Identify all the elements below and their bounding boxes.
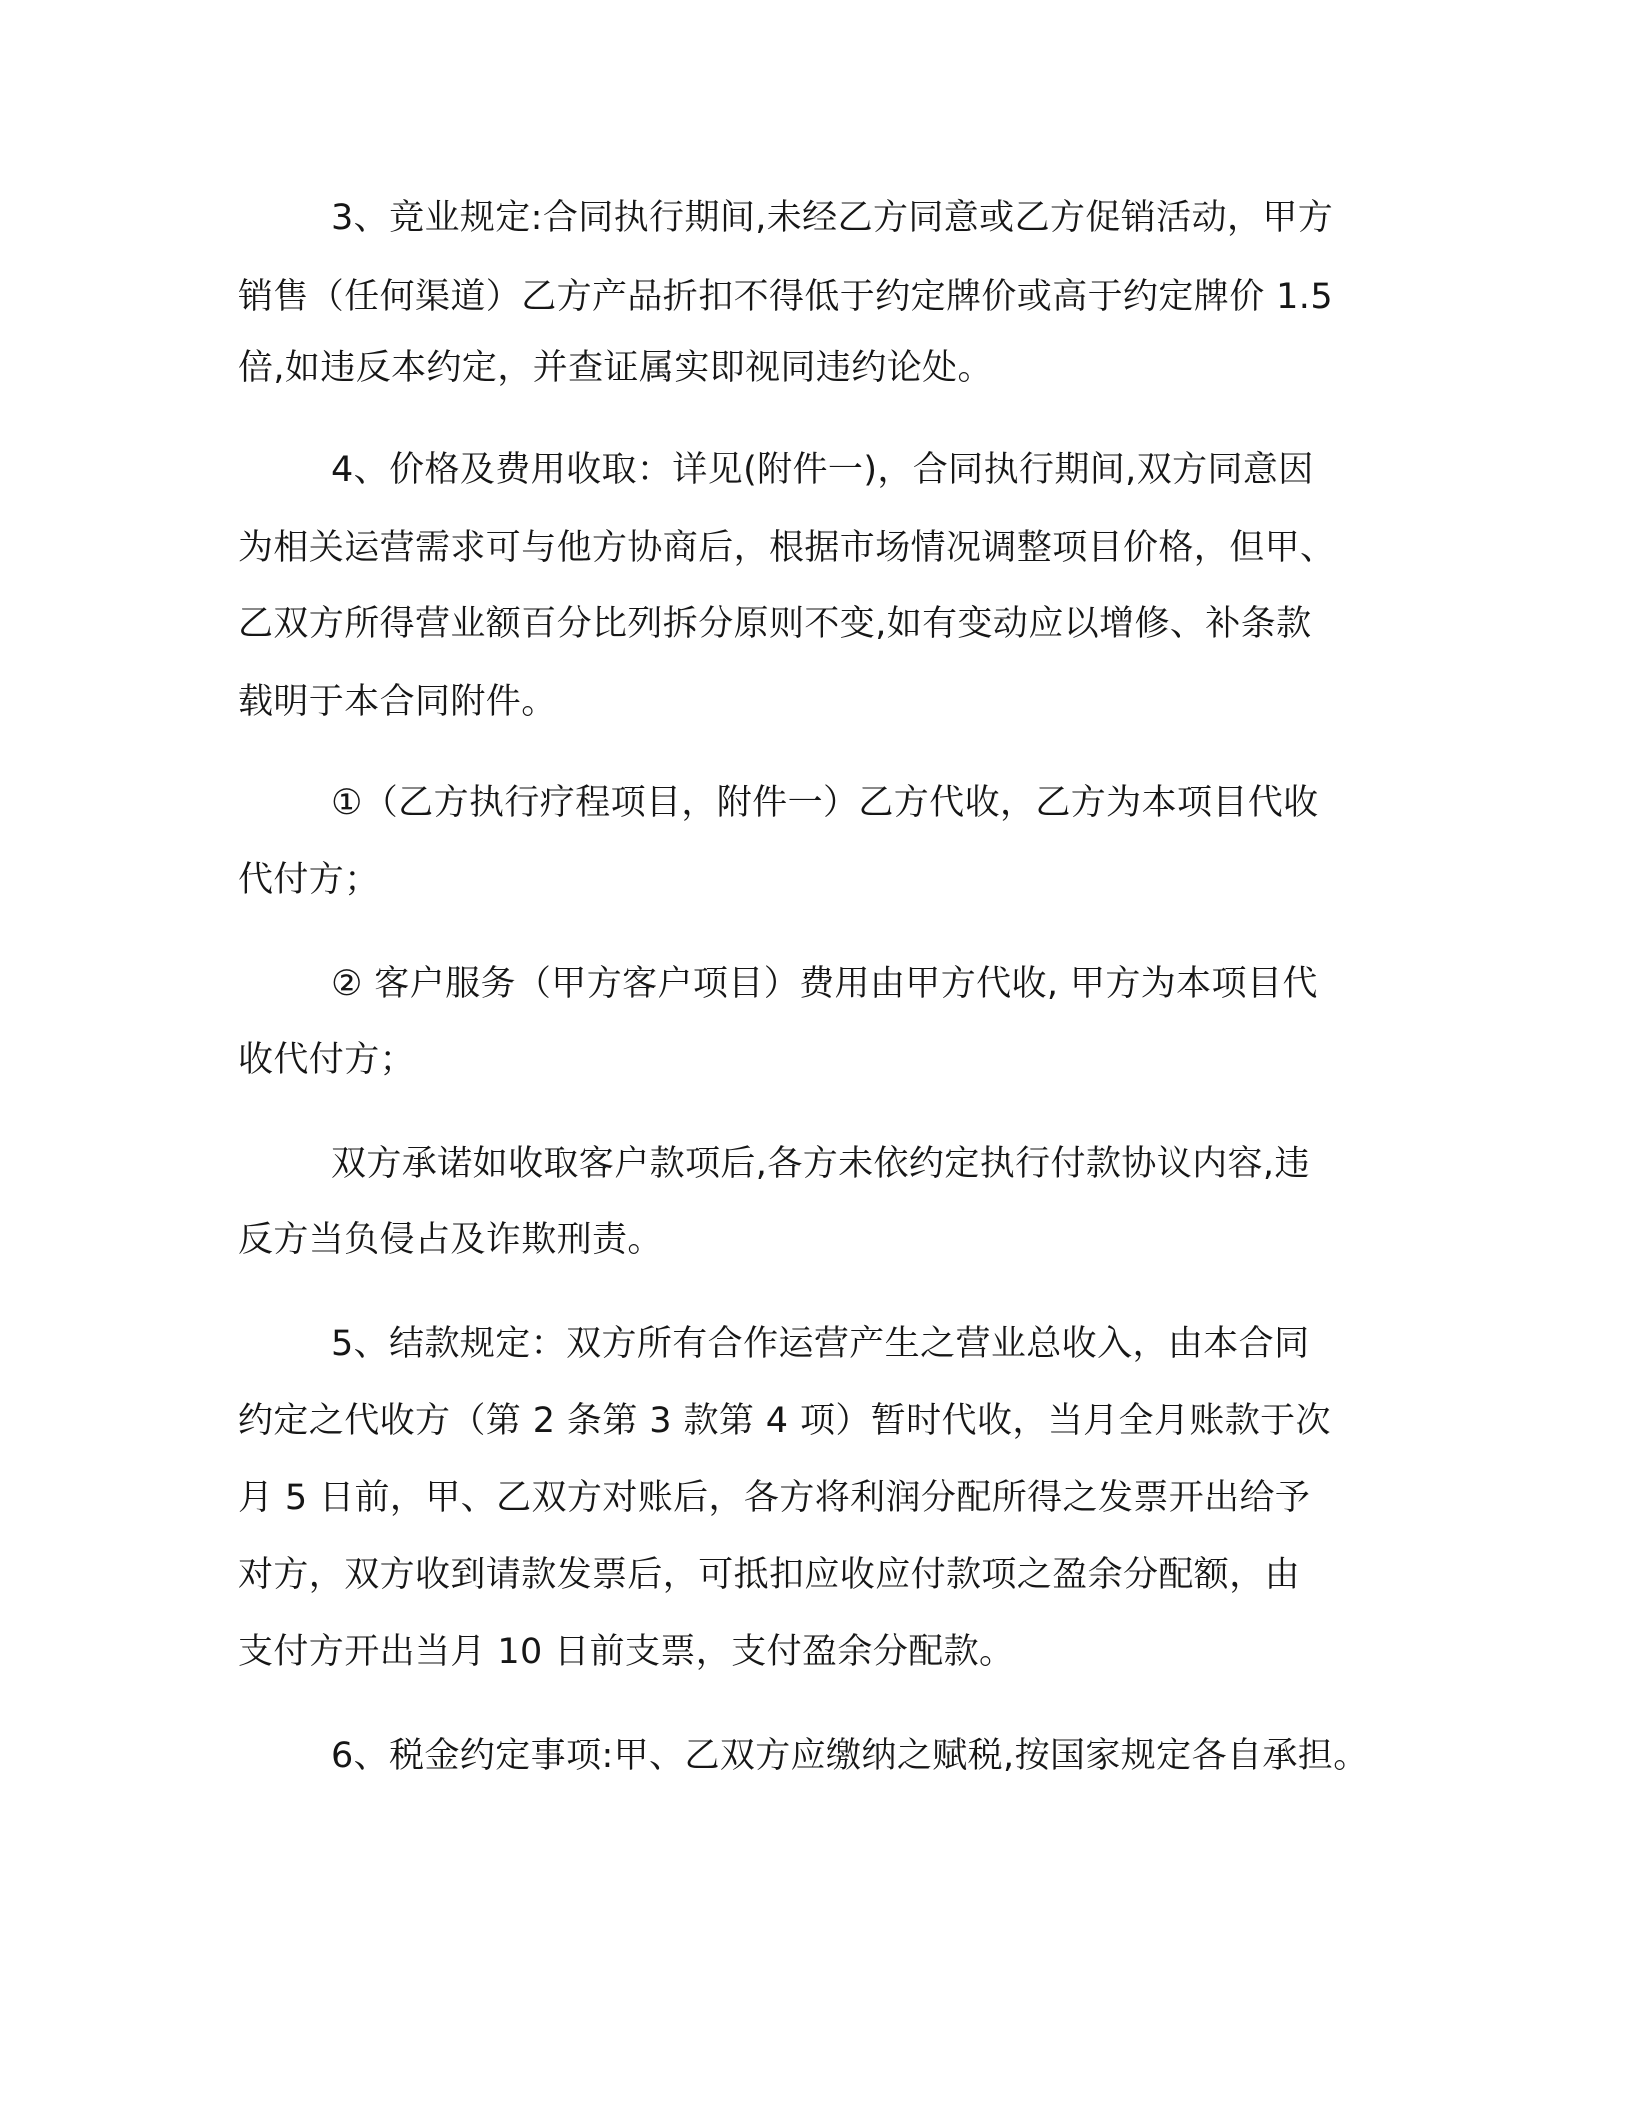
clause-4-line-4: 载明于本合同附件。 (238, 682, 557, 722)
clause-3-line-2: 销售（任何渠道）乙方产品折扣不得低于约定牌价或高于约定牌价 1.5 (238, 277, 1333, 317)
clause-5-line-3: 月 5 日前，甲、乙双方对账后，各方将利润分配所得之发票开出给予 (238, 1478, 1311, 1518)
clause-4-line-1: 4、价格及费用收取：详见(附件一)，合同执行期间,双方同意因 (331, 450, 1314, 490)
clause-6-line-1: 6、税金约定事项:甲、乙双方应缴纳之赋税,按国家规定各自承担。 (331, 1736, 1369, 1776)
clause-5-line-5: 支付方开出当月 10 日前支票，支付盈余分配款。 (238, 1632, 1015, 1672)
clause-4-line-3: 乙双方所得营业额百分比列拆分原则不变,如有变动应以增修、补条款 (238, 604, 1312, 644)
item-2-line-1: ② 客户服务（甲方客户项目）费用由甲方代收, 甲方为本项目代 (331, 964, 1318, 1004)
clause-4-line-2: 为相关运营需求可与他方协商后，根据市场情况调整项目价格，但甲、 (238, 528, 1336, 568)
clause-3-line-3: 倍,如违反本约定，并查证属实即视同违约论处。 (238, 348, 993, 388)
clause-5-line-1: 5、结款规定：双方所有合作运营产生之营业总收入，由本合同 (331, 1324, 1310, 1364)
commitment-line-1: 双方承诺如收取客户款项后,各方未依约定执行付款协议内容,违 (331, 1144, 1310, 1184)
item-1-line-2: 代付方； (238, 860, 380, 900)
commitment-line-2: 反方当负侵占及诈欺刑责。 (238, 1220, 663, 1260)
item-1-line-1: ①（乙方执行疗程项目，附件一）乙方代收，乙方为本项目代收 (331, 783, 1319, 823)
clause-3-line-1: 3、竞业规定:合同执行期间,未经乙方同意或乙方促销活动，甲方 (331, 198, 1334, 238)
clause-5-line-2: 约定之代收方（第 2 条第 3 款第 4 项）暂时代收，当月全月账款于次 (238, 1401, 1331, 1441)
item-2-line-2: 收代付方； (238, 1040, 416, 1080)
clause-5-line-4: 对方，双方收到请款发票后，可抵扣应收应付款项之盈余分配额，由 (238, 1555, 1301, 1595)
